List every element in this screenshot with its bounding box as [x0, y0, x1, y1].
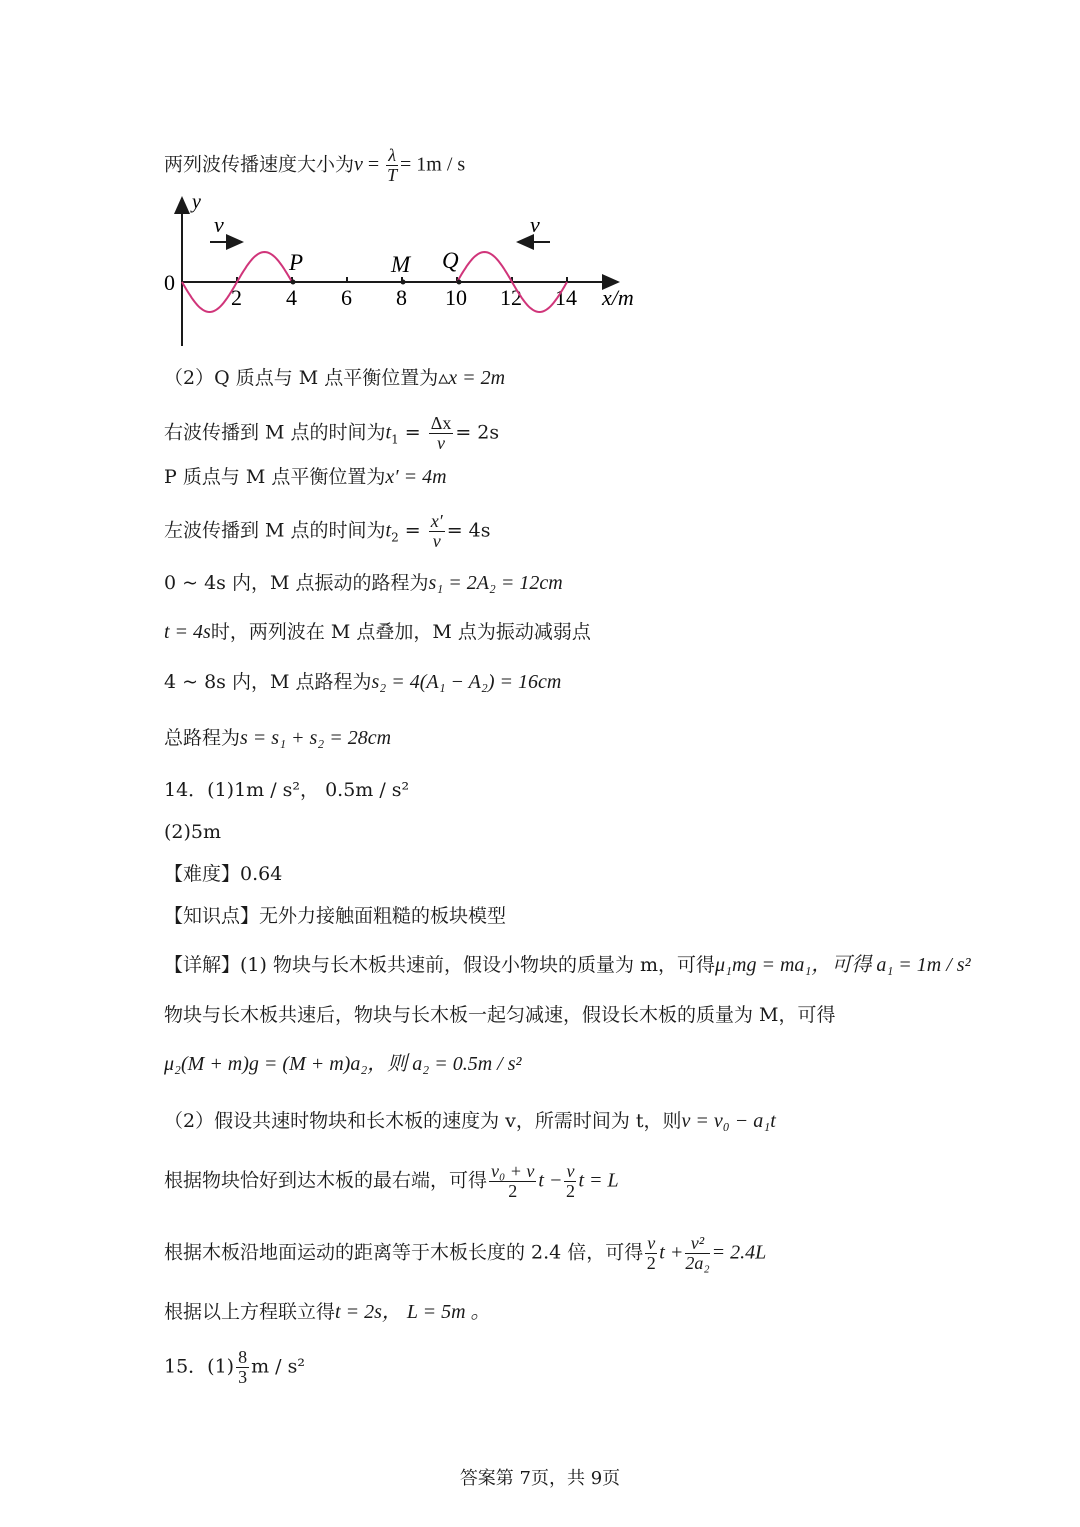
p-math: x′ = 4m — [385, 466, 447, 488]
speed-numerator: λ — [388, 145, 396, 165]
total-text: 总路程为 — [164, 727, 241, 749]
left-wave-den: v — [432, 531, 441, 551]
point-P-dot — [291, 280, 296, 285]
detail5-den1: 2 — [508, 1181, 518, 1201]
difficulty: 【难度】0.64 — [164, 863, 283, 885]
detail5-mid: t − — [538, 1169, 563, 1192]
x-tick-label: 2 — [231, 285, 242, 310]
detail5-text: 根据物块恰好到达木板的最右端，可得 — [164, 1169, 488, 1192]
detail7-text: 根据以上方程联立得 — [164, 1301, 336, 1323]
detail6-num1: v — [647, 1233, 656, 1253]
right-wave-fraction — [429, 414, 454, 453]
q15-unit: m / s² — [251, 1355, 305, 1378]
x-axis-label: x/m — [602, 285, 634, 310]
x-tick-label: 4 — [286, 285, 297, 310]
detail2-line: 物块与长木板共速后，物块与长木板一起匀减速，假设长木板的质量为 M，可得 — [164, 1004, 836, 1026]
detail5-line — [164, 1162, 619, 1201]
left-wave-text: 左波传播到 M 点的时间为 — [164, 519, 386, 542]
total-line — [164, 726, 391, 750]
right-wave-v-label: v — [530, 212, 540, 237]
left-wave-result: = 4s — [446, 519, 491, 542]
wave-graph — [150, 190, 670, 360]
x-tick-label: 6 — [341, 285, 352, 310]
s2-text: M 点路程为 — [269, 671, 372, 693]
detail6-fraction2 — [685, 1234, 709, 1273]
detail6-num2: v² — [685, 1234, 709, 1254]
s2-prefix: 4 ~ 8s 内， — [164, 671, 270, 693]
speed-result: = 1m / s — [399, 153, 466, 176]
q2-line — [164, 366, 505, 390]
speed-fraction — [386, 146, 398, 185]
q15-line — [164, 1348, 305, 1387]
detail6-mid: t + — [659, 1241, 684, 1264]
right-wave-den: v — [437, 433, 446, 453]
s1-text: M 点振动的路程为 — [269, 572, 429, 594]
s1-prefix: 0 ~ 4s 内， — [164, 572, 270, 594]
s2-math: s₂ = 4(A₁ − A₂) = 16cm — [371, 671, 562, 693]
detail5-num1: v₀ + v — [491, 1161, 535, 1181]
speed-denominator: T — [387, 165, 398, 185]
detail1-line — [164, 953, 971, 977]
detail3-math: μ₂(M + m)g = (M + m)a₂，则 a₂ = 0.5m / s² — [164, 1053, 522, 1075]
point-P-label: P — [289, 250, 304, 275]
point-M-label: M — [391, 252, 411, 277]
detail4-math: v = v₀ − a₁t — [681, 1110, 776, 1132]
s1-math: s₁ = 2A₂ = 12cm — [428, 572, 563, 594]
left-wave-t: t — [385, 519, 392, 542]
left-wave-line: 左波传播到 M 点的时间为$t_2$ = $\frac{x'}{v}$ = 4s — [164, 511, 491, 551]
detail5-fraction1 — [489, 1162, 536, 1201]
detail3-line — [164, 1052, 522, 1076]
q15-fraction — [236, 1348, 249, 1387]
right-wave-text: 右波传播到 M 点的时间为 — [164, 421, 386, 444]
point-Q-dot — [457, 280, 462, 285]
detail4-text: （2）假设共速时物块和长木板的速度为 v，所需时间为 t，则 — [164, 1110, 682, 1132]
left-wave-v-label: v — [214, 212, 224, 237]
detail5-end: t = L — [578, 1169, 619, 1192]
right-wave-line: 右波传播到 M 点的时间为$t_1$ = $\frac{\Delta x}{v}$ = 2s — [164, 413, 500, 453]
detail7-line — [164, 1300, 491, 1324]
speed-text: 两列波传播速度大小为 — [164, 153, 355, 176]
point-M-dot — [401, 280, 406, 285]
left-wave-fraction — [429, 512, 445, 551]
speed-line: 两列波传播速度大小为v = $\frac{\lambda}{T}$ = 1m / s — [164, 145, 466, 185]
right-wave-result: = 2s — [455, 421, 500, 444]
q2-text: （2）Q 质点与 M 点平衡位置为 — [164, 367, 439, 389]
q15-num: 8 — [238, 1347, 248, 1367]
detail6-den1: 2 — [646, 1253, 656, 1273]
x-tick-label: 8 — [396, 285, 407, 310]
q15-den: 3 — [238, 1367, 248, 1387]
detail5-den2: 2 — [565, 1181, 575, 1201]
origin-label: 0 — [164, 270, 175, 295]
speed-symbol: v — [354, 153, 363, 176]
detail6-den2: 2a₂ — [685, 1253, 710, 1273]
detail6-line — [164, 1234, 766, 1273]
detail1-math: μ₁mg = ma₁，可得 a₁ = 1m / s² — [715, 954, 971, 976]
p-line — [164, 465, 447, 489]
p-text: P 质点与 M 点平衡位置为 — [164, 466, 386, 488]
q14-head: 14．(1)1m / s²， 0.5m / s² — [164, 779, 410, 801]
detail6-fraction1 — [645, 1234, 657, 1273]
left-wave-num: x′ — [430, 511, 443, 531]
t4-line — [164, 620, 591, 644]
right-wave-t: t — [385, 421, 392, 444]
page-footer: 答案第 7页，共 9页 — [459, 1468, 621, 1489]
x-tick-label: 12 — [500, 285, 522, 310]
t4-math: t = 4s — [164, 621, 211, 643]
y-axis-label: y — [192, 191, 201, 213]
detail5-fraction2 — [564, 1162, 576, 1201]
q15-head: 15．(1) — [164, 1355, 235, 1378]
total-math: s = s₁ + s₂ = 28cm — [240, 727, 392, 749]
s1-line — [164, 571, 563, 595]
right-wave-num: Δx — [430, 413, 452, 433]
t4-text: 时，两列波在 M 点叠加，M 点为振动减弱点 — [210, 621, 591, 643]
knowledge-point: 【知识点】无外力接触面粗糙的板块模型 — [164, 905, 507, 927]
detail4-line — [164, 1109, 776, 1133]
s2-line — [164, 670, 561, 694]
detail7-math: t = 2s， L = 5m 。 — [335, 1301, 491, 1323]
x-tick-label: 10 — [445, 285, 467, 310]
detail6-text: 根据木板沿地面运动的距离等于木板长度的 2.4 倍，可得 — [164, 1241, 644, 1264]
point-Q-label: Q — [442, 248, 459, 273]
q2-math: ▵x = 2m — [438, 367, 506, 389]
detail1-text: 【详解】(1) 物块与长木板共速前，假设小物块的质量为 m，可得 — [164, 954, 716, 976]
x-tick-label: 14 — [555, 285, 577, 310]
detail5-num2: v — [566, 1161, 575, 1181]
detail6-end: = 2.4L — [711, 1241, 767, 1264]
q14-part2: (2)5m — [164, 821, 222, 843]
